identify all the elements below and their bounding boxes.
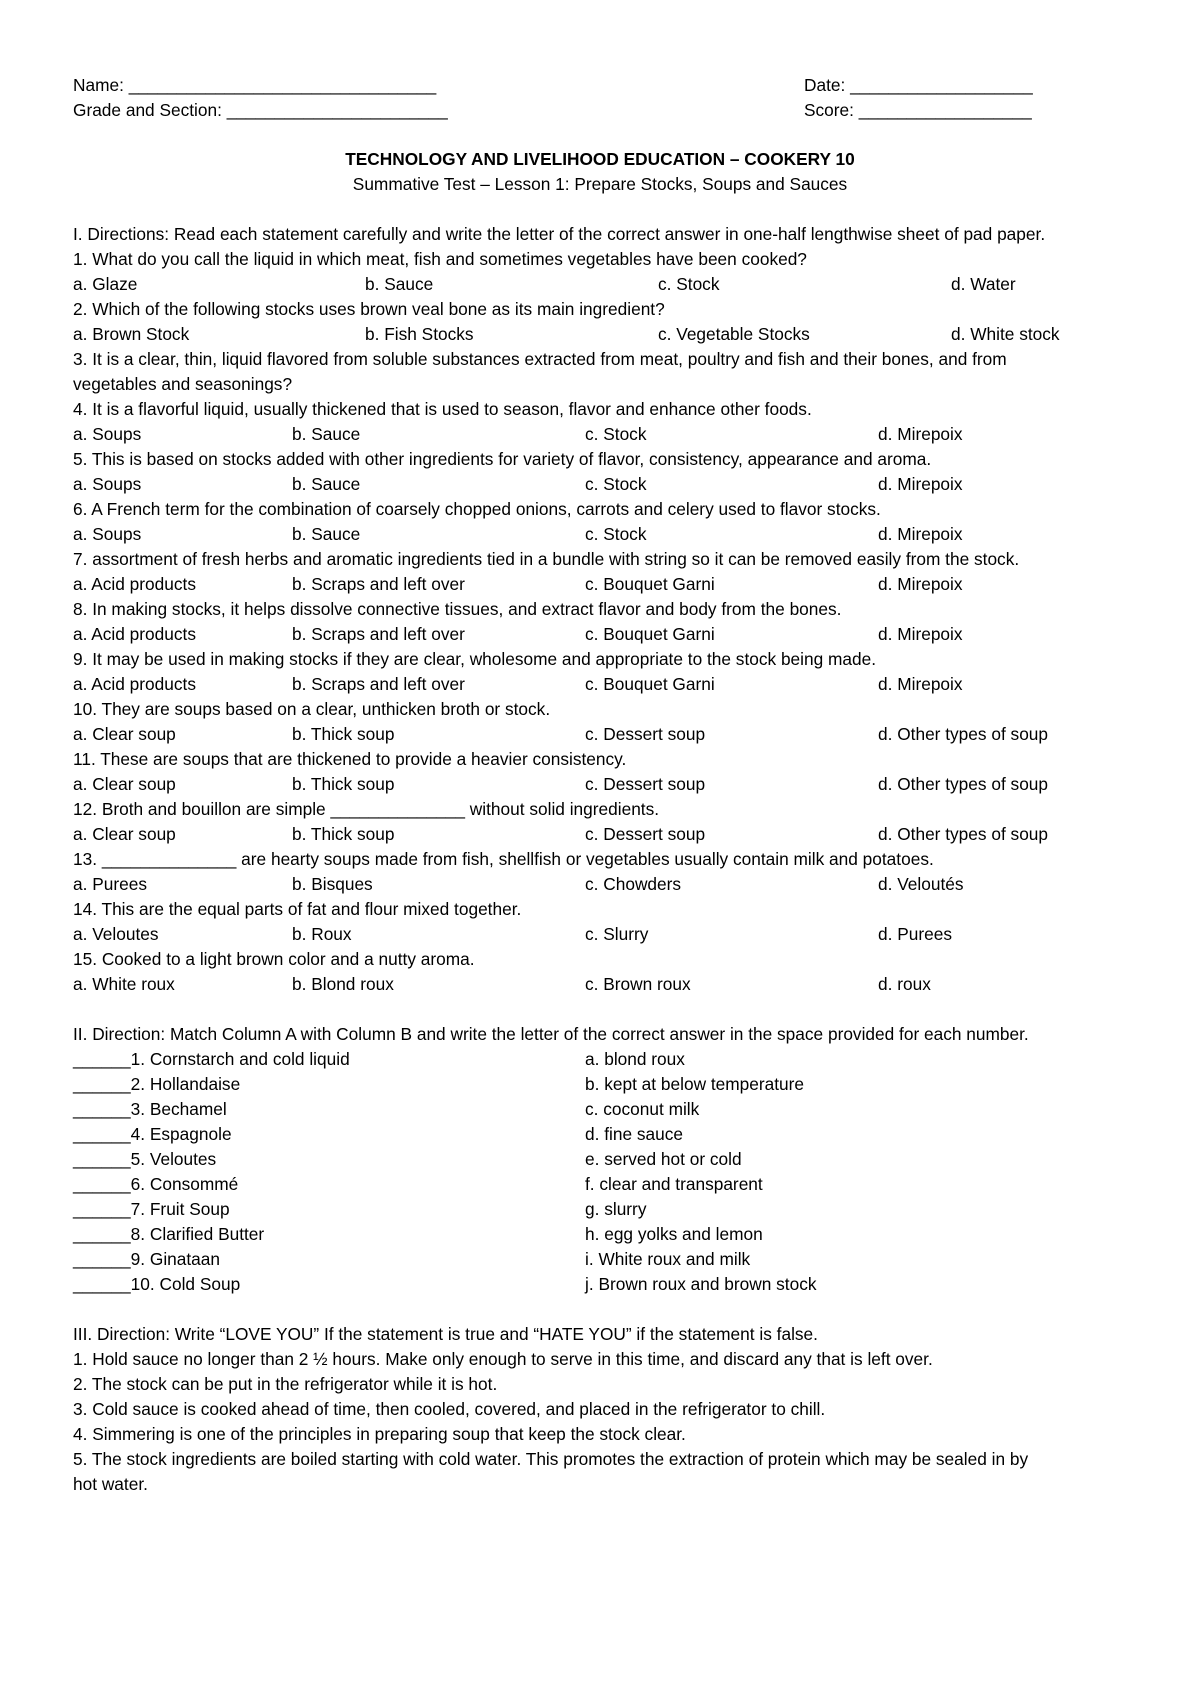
question-13: 13. ______________ are hearty soups made from fish, shellfish or vegetables usually contain milk and potatoes. (73, 849, 934, 869)
match-row (73, 1047, 1133, 1072)
choices-10 (73, 722, 1133, 747)
choice: c. Dessert soup (585, 724, 706, 744)
choice: b. Blond roux (292, 974, 394, 994)
question-3-cont: vegetables and seasonings? (73, 374, 293, 394)
choices-5 (73, 472, 1133, 497)
choices-14 (73, 922, 1133, 947)
column-a-item: ______5. Veloutes (73, 1149, 217, 1169)
grade-section-label: Grade and Section: _______________________ (73, 100, 448, 120)
page-title: TECHNOLOGY AND LIVELIHOOD EDUCATION – COOKERY 10 (345, 149, 855, 169)
choice: a. Clear soup (73, 724, 176, 744)
choice: d. Mirepoix (878, 424, 963, 444)
choice: d. Other types of soup (878, 724, 1049, 744)
choice: c. Bouquet Garni (585, 674, 715, 694)
choice: b. Scraps and left over (292, 574, 465, 594)
choice: d. Other types of soup (878, 774, 1049, 794)
match-row (73, 1197, 1133, 1222)
choice: d. Water (951, 274, 1016, 294)
question-11: 11. These are soups that are thickened to provide a heavier consistency. (73, 749, 627, 769)
choice: b. Sauce (292, 474, 361, 494)
choice: b. Scraps and left over (292, 624, 465, 644)
match-row (73, 1147, 1133, 1172)
choice: c. Stock (585, 524, 647, 544)
question-10: 10. They are soups based on a clear, unthicken broth or stock. (73, 699, 551, 719)
true-false-item: 4. Simmering is one of the principles in preparing soup that keep the stock clear. (73, 1424, 686, 1444)
choices-1 (73, 272, 1133, 297)
score-label: Score: __________________ (804, 100, 1032, 120)
choice: a. Glaze (73, 274, 138, 294)
choice: a. Soups (73, 424, 142, 444)
choices-8 (73, 622, 1133, 647)
choice: d. Purees (878, 924, 952, 944)
match-row (73, 1222, 1133, 1247)
choice: c. Stock (585, 424, 647, 444)
choice: d. White stock (951, 324, 1060, 344)
choices-6 (73, 522, 1133, 547)
part1-directions: I. Directions: Read each statement carefully and write the letter of the correct answer in one-half lengthwise sheet of pad paper. (73, 224, 1046, 244)
choice: c. Slurry (585, 924, 649, 944)
column-b-item: h. egg yolks and lemon (585, 1224, 763, 1244)
column-b-item: a. blond roux (585, 1049, 685, 1069)
choice: a. Purees (73, 874, 147, 894)
choice: d. Mirepoix (878, 574, 963, 594)
true-false-item: 3. Cold sauce is cooked ahead of time, then cooled, covered, and placed in the refrigerator to chill. (73, 1399, 826, 1419)
choice: d. Mirepoix (878, 524, 963, 544)
choice: a. Veloutes (73, 924, 159, 944)
choice: c. Brown roux (585, 974, 691, 994)
question-4: 4. It is a flavorful liquid, usually thickened that is used to season, flavor and enhance other foods. (73, 399, 812, 419)
column-b-item: g. slurry (585, 1199, 647, 1219)
choice: d. Other types of soup (878, 824, 1049, 844)
question-2: 2. Which of the following stocks uses brown veal bone as its main ingredient? (73, 299, 665, 319)
choice: a. White roux (73, 974, 175, 994)
column-a-item: ______7. Fruit Soup (73, 1199, 230, 1219)
choice: d. Mirepoix (878, 474, 963, 494)
choice: c. Bouquet Garni (585, 574, 715, 594)
choice: a. Clear soup (73, 824, 176, 844)
choice: a. Acid products (73, 574, 196, 594)
choice: b. Scraps and left over (292, 674, 465, 694)
match-row (73, 1172, 1133, 1197)
choice: b. Thick soup (292, 724, 395, 744)
part3-directions: III. Direction: Write “LOVE YOU” If the statement is true and “HATE YOU” if the statement is false. (73, 1324, 818, 1344)
choice: d. Mirepoix (878, 624, 963, 644)
match-row (73, 1097, 1133, 1122)
column-a-item: ______10. Cold Soup (73, 1274, 241, 1294)
choice: c. Stock (658, 274, 720, 294)
question-7: 7. assortment of fresh herbs and aromatic ingredients tied in a bundle with string so it can be removed easily from the stock. (73, 549, 1020, 569)
column-a-item: ______9. Ginataan (73, 1249, 221, 1269)
choice: d. roux (878, 974, 931, 994)
question-6: 6. A French term for the combination of coarsely chopped onions, carrots and celery used to flavor stocks. (73, 499, 881, 519)
column-b-item: e. served hot or cold (585, 1149, 742, 1169)
choice: c. Vegetable Stocks (658, 324, 810, 344)
choice: a. Brown Stock (73, 324, 190, 344)
choices-7 (73, 572, 1133, 597)
question-9: 9. It may be used in making stocks if they are clear, wholesome and appropriate to the stock being made. (73, 649, 877, 669)
column-b-item: d. fine sauce (585, 1124, 683, 1144)
grade-line (73, 98, 1133, 123)
question-1: 1. What do you call the liquid in which meat, fish and sometimes vegetables have been cooked? (73, 249, 807, 269)
column-a-item: ______4. Espagnole (73, 1124, 232, 1144)
choice: b. Bisques (292, 874, 373, 894)
choices-12 (73, 822, 1133, 847)
choice: b. Sauce (292, 524, 361, 544)
column-a-item: ______8. Clarified Butter (73, 1224, 265, 1244)
choices-2 (73, 322, 1133, 347)
choice: b. Sauce (365, 274, 434, 294)
choice: c. Stock (585, 474, 647, 494)
choice: c. Dessert soup (585, 824, 706, 844)
choices-11 (73, 772, 1133, 797)
choice: b. Roux (292, 924, 352, 944)
column-b-item: b. kept at below temperature (585, 1074, 805, 1094)
column-a-item: ______1. Cornstarch and cold liquid (73, 1049, 350, 1069)
choice: b. Thick soup (292, 824, 395, 844)
choice: b. Fish Stocks (365, 324, 474, 344)
question-5: 5. This is based on stocks added with other ingredients for variety of flavor, consistency, appearance and aroma. (73, 449, 932, 469)
choices-9 (73, 672, 1133, 697)
question-8: 8. In making stocks, it helps dissolve connective tissues, and extract flavor and body from the bones. (73, 599, 842, 619)
match-row (73, 1072, 1133, 1097)
true-false-item-cont: hot water. (73, 1474, 148, 1494)
question-15: 15. Cooked to a light brown color and a nutty aroma. (73, 949, 475, 969)
name-label: Name: ________________________________ (73, 75, 437, 95)
column-b-item: i. White roux and milk (585, 1249, 751, 1269)
question-3: 3. It is a clear, thin, liquid flavored from soluble substances extracted from meat, poultry and fish and their bones, and from (73, 349, 1007, 369)
choices-15 (73, 972, 1133, 997)
match-row (73, 1247, 1133, 1272)
question-12: 12. Broth and bouillon are simple ______________ without solid ingredients. (73, 799, 660, 819)
choice: d. Veloutés (878, 874, 964, 894)
choice: d. Mirepoix (878, 674, 963, 694)
choice: b. Thick soup (292, 774, 395, 794)
match-row (73, 1272, 1133, 1297)
choice: c. Bouquet Garni (585, 624, 715, 644)
page-subtitle: Summative Test – Lesson 1: Prepare Stocks, Soups and Sauces (352, 174, 848, 194)
choice: a. Clear soup (73, 774, 176, 794)
date-label: Date: ___________________ (804, 75, 1033, 95)
column-b-item: f. clear and transparent (585, 1174, 763, 1194)
true-false-item: 2. The stock can be put in the refrigerator while it is hot. (73, 1374, 498, 1394)
true-false-item: 5. The stock ingredients are boiled starting with cold water. This promotes the extraction of protein which may be sealed in by (73, 1449, 1029, 1469)
choices-4 (73, 422, 1133, 447)
choice: b. Sauce (292, 424, 361, 444)
choice: c. Chowders (585, 874, 682, 894)
choices-13 (73, 872, 1133, 897)
question-14: 14. This are the equal parts of fat and flour mixed together. (73, 899, 522, 919)
column-b-item: c. coconut milk (585, 1099, 700, 1119)
column-b-item: j. Brown roux and brown stock (585, 1274, 817, 1294)
column-a-item: ______3. Bechamel (73, 1099, 227, 1119)
column-a-item: ______6. Consommé (73, 1174, 239, 1194)
column-a-item: ______2. Hollandaise (73, 1074, 241, 1094)
choice: a. Acid products (73, 624, 196, 644)
choice: c. Dessert soup (585, 774, 706, 794)
choice: a. Soups (73, 524, 142, 544)
name-line (73, 73, 1133, 98)
choice: a. Soups (73, 474, 142, 494)
match-row (73, 1122, 1133, 1147)
part2-directions: II. Direction: Match Column A with Column B and write the letter of the correct answer in the space provided for each number. (73, 1024, 1029, 1044)
choice: a. Acid products (73, 674, 196, 694)
true-false-item: 1. Hold sauce no longer than 2 ½ hours. Make only enough to serve in this time, and discard any that is left over. (73, 1349, 933, 1369)
